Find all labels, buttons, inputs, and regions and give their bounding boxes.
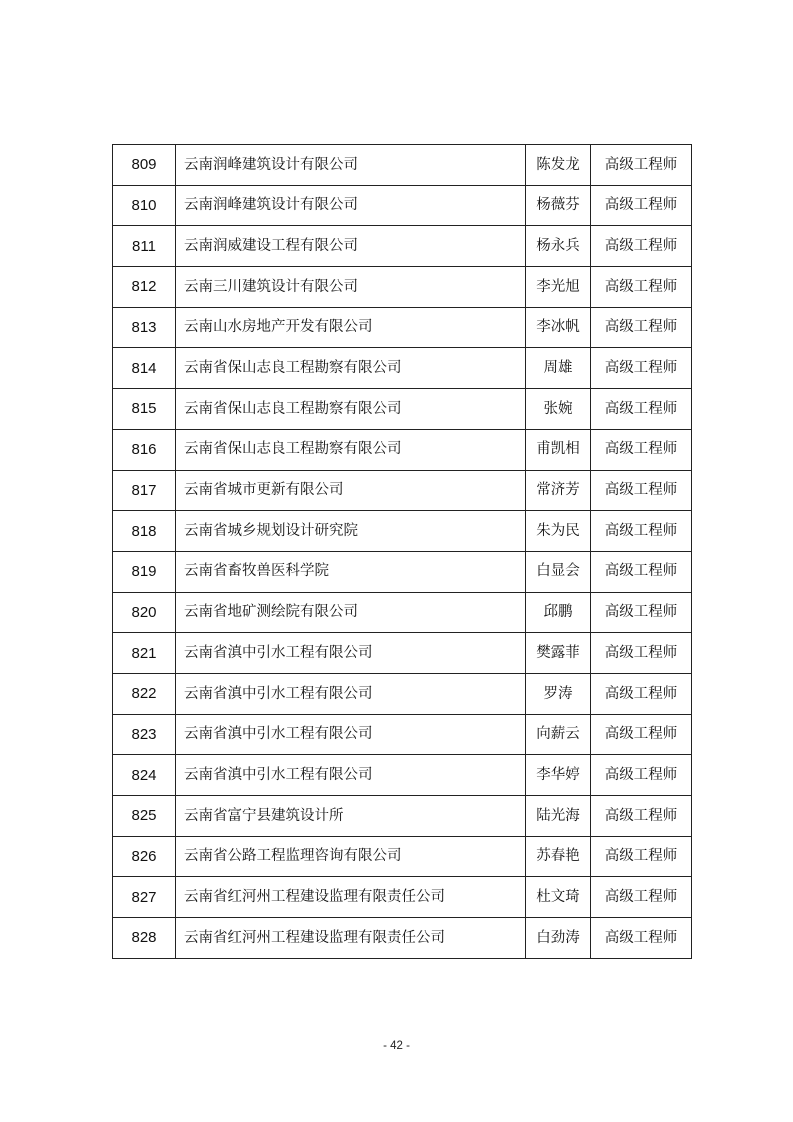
company-name: 云南省滇中引水工程有限公司 bbox=[176, 673, 526, 714]
row-number: 809 bbox=[113, 145, 176, 186]
company-name: 云南省城乡规划设计研究院 bbox=[176, 511, 526, 552]
roster-table bbox=[112, 144, 692, 959]
person-name: 邱鹏 bbox=[526, 592, 591, 633]
table-row bbox=[113, 633, 692, 674]
person-name: 罗涛 bbox=[526, 673, 591, 714]
job-title: 高级工程师 bbox=[591, 673, 692, 714]
row-number: 819 bbox=[113, 551, 176, 592]
company-name: 云南省富宁县建筑设计所 bbox=[176, 796, 526, 837]
company-name: 云南省保山志良工程勘察有限公司 bbox=[176, 429, 526, 470]
table-row bbox=[113, 836, 692, 877]
company-name: 云南润峰建筑设计有限公司 bbox=[176, 145, 526, 186]
person-name: 陈发龙 bbox=[526, 145, 591, 186]
roster-table-container bbox=[112, 144, 690, 959]
company-name: 云南省红河州工程建设监理有限责任公司 bbox=[176, 877, 526, 918]
roster-table-body bbox=[113, 145, 692, 959]
job-title: 高级工程师 bbox=[591, 185, 692, 226]
company-name: 云南润威建设工程有限公司 bbox=[176, 226, 526, 267]
table-row bbox=[113, 673, 692, 714]
row-number: 826 bbox=[113, 836, 176, 877]
person-name: 常济芳 bbox=[526, 470, 591, 511]
table-row bbox=[113, 389, 692, 430]
row-number: 817 bbox=[113, 470, 176, 511]
job-title: 高级工程师 bbox=[591, 145, 692, 186]
table-row bbox=[113, 755, 692, 796]
job-title: 高级工程师 bbox=[591, 551, 692, 592]
row-number: 812 bbox=[113, 267, 176, 308]
table-row bbox=[113, 267, 692, 308]
company-name: 云南省滇中引水工程有限公司 bbox=[176, 755, 526, 796]
row-number: 810 bbox=[113, 185, 176, 226]
job-title: 高级工程师 bbox=[591, 796, 692, 837]
row-number: 828 bbox=[113, 918, 176, 959]
person-name: 杨永兵 bbox=[526, 226, 591, 267]
job-title: 高级工程师 bbox=[591, 267, 692, 308]
person-name: 李华婷 bbox=[526, 755, 591, 796]
company-name: 云南省滇中引水工程有限公司 bbox=[176, 633, 526, 674]
table-row bbox=[113, 918, 692, 959]
job-title: 高级工程师 bbox=[591, 429, 692, 470]
person-name: 李冰帆 bbox=[526, 307, 591, 348]
table-row bbox=[113, 470, 692, 511]
row-number: 822 bbox=[113, 673, 176, 714]
company-name: 云南省滇中引水工程有限公司 bbox=[176, 714, 526, 755]
person-name: 张婉 bbox=[526, 389, 591, 430]
company-name: 云南山水房地产开发有限公司 bbox=[176, 307, 526, 348]
person-name: 白劲涛 bbox=[526, 918, 591, 959]
table-row bbox=[113, 429, 692, 470]
row-number: 818 bbox=[113, 511, 176, 552]
job-title: 高级工程师 bbox=[591, 918, 692, 959]
row-number: 811 bbox=[113, 226, 176, 267]
page-number: - 42 - bbox=[383, 1040, 410, 1052]
row-number: 820 bbox=[113, 592, 176, 633]
row-number: 824 bbox=[113, 755, 176, 796]
row-number: 816 bbox=[113, 429, 176, 470]
job-title: 高级工程师 bbox=[591, 307, 692, 348]
job-title: 高级工程师 bbox=[591, 714, 692, 755]
row-number: 815 bbox=[113, 389, 176, 430]
person-name: 杨薇芬 bbox=[526, 185, 591, 226]
company-name: 云南三川建筑设计有限公司 bbox=[176, 267, 526, 308]
person-name: 樊露菲 bbox=[526, 633, 591, 674]
person-name: 杜文琦 bbox=[526, 877, 591, 918]
job-title: 高级工程师 bbox=[591, 389, 692, 430]
person-name: 朱为民 bbox=[526, 511, 591, 552]
table-row bbox=[113, 226, 692, 267]
company-name: 云南省城市更新有限公司 bbox=[176, 470, 526, 511]
job-title: 高级工程师 bbox=[591, 592, 692, 633]
row-number: 814 bbox=[113, 348, 176, 389]
table-row bbox=[113, 796, 692, 837]
company-name: 云南省地矿测绘院有限公司 bbox=[176, 592, 526, 633]
job-title: 高级工程师 bbox=[591, 633, 692, 674]
job-title: 高级工程师 bbox=[591, 348, 692, 389]
table-row bbox=[113, 877, 692, 918]
job-title: 高级工程师 bbox=[591, 226, 692, 267]
job-title: 高级工程师 bbox=[591, 470, 692, 511]
company-name: 云南润峰建筑设计有限公司 bbox=[176, 185, 526, 226]
row-number: 825 bbox=[113, 796, 176, 837]
table-row bbox=[113, 592, 692, 633]
company-name: 云南省保山志良工程勘察有限公司 bbox=[176, 389, 526, 430]
company-name: 云南省保山志良工程勘察有限公司 bbox=[176, 348, 526, 389]
job-title: 高级工程师 bbox=[591, 511, 692, 552]
person-name: 甫凯相 bbox=[526, 429, 591, 470]
table-row bbox=[113, 145, 692, 186]
table-row bbox=[113, 307, 692, 348]
table-row bbox=[113, 551, 692, 592]
row-number: 821 bbox=[113, 633, 176, 674]
person-name: 苏春艳 bbox=[526, 836, 591, 877]
row-number: 813 bbox=[113, 307, 176, 348]
table-row bbox=[113, 511, 692, 552]
table-row bbox=[113, 185, 692, 226]
person-name: 陆光海 bbox=[526, 796, 591, 837]
row-number: 823 bbox=[113, 714, 176, 755]
company-name: 云南省红河州工程建设监理有限责任公司 bbox=[176, 918, 526, 959]
job-title: 高级工程师 bbox=[591, 836, 692, 877]
row-number: 827 bbox=[113, 877, 176, 918]
person-name: 向薪云 bbox=[526, 714, 591, 755]
company-name: 云南省畜牧兽医科学院 bbox=[176, 551, 526, 592]
company-name: 云南省公路工程监理咨询有限公司 bbox=[176, 836, 526, 877]
table-row bbox=[113, 714, 692, 755]
job-title: 高级工程师 bbox=[591, 755, 692, 796]
person-name: 李光旭 bbox=[526, 267, 591, 308]
table-row bbox=[113, 348, 692, 389]
person-name: 白显会 bbox=[526, 551, 591, 592]
person-name: 周雄 bbox=[526, 348, 591, 389]
job-title: 高级工程师 bbox=[591, 877, 692, 918]
